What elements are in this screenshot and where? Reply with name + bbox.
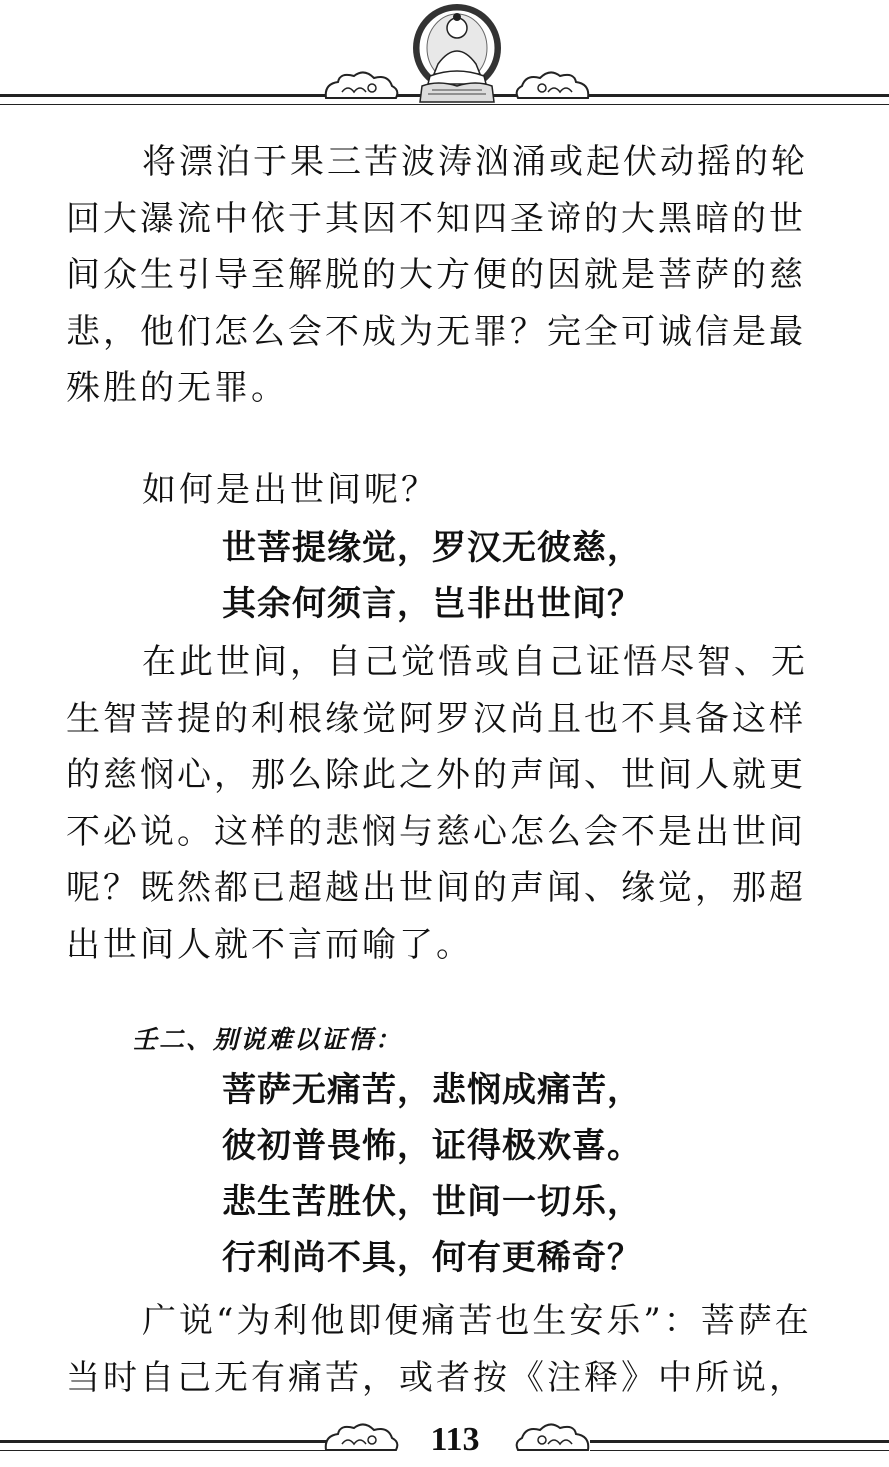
paragraph-4-line-2: 当时自己无有痛苦，或者按《注释》中所说，: [66, 1357, 806, 1398]
paragraph-4: [66, 1293, 850, 1406]
paragraph-1-line-3: 间众生引导至解脱的大方便的因就是菩萨的慈: [66, 255, 806, 295]
paragraph-3-line-6: 出世间人就不言而喻了。: [66, 924, 473, 965]
paragraph-3-line-3: 的慈悯心，那么除此之外的声闻、世间人就更: [66, 755, 806, 795]
verse-1-line-2: 其余何须言，岂非出世间？: [222, 584, 642, 624]
verse-2-line-3: 悲生苦胜伏，世间一切乐，: [222, 1182, 642, 1222]
paragraph-1-line-4: 悲，他们怎么会不成为无罪？完全可诚信是最: [66, 311, 806, 352]
paragraph-3-line-5: 呢？既然都已超越出世间的声闻、缘觉，那超: [66, 868, 806, 908]
auspicious-cloud-icon: [322, 1422, 400, 1456]
paragraph-3-line-4: 不必说。这样的悲悯与慈心怎么会不是出世间: [66, 811, 806, 852]
buddha-figure-icon: [408, 2, 506, 106]
paragraph-3-line-2: 生智菩提的利根缘觉阿罗汉尚且也不具备这样: [66, 698, 806, 739]
footer-rule-right: [590, 1440, 889, 1451]
verse-2: [222, 1062, 642, 1286]
section-heading: 壬二、别说难以证悟：: [132, 1025, 403, 1054]
paragraph-4-line-1: 广说“为利他即便痛苦也生安乐”：菩萨在: [142, 1301, 812, 1341]
footer-rule-left: [0, 1440, 330, 1451]
auspicious-cloud-icon: [322, 70, 400, 104]
auspicious-cloud-icon: [514, 1422, 592, 1456]
paragraph-1-line-1: 将漂泊于果三苦波涛汹涌或起伏动摇的轮: [142, 142, 808, 182]
paragraph-1: [66, 134, 850, 417]
paragraph-3: [66, 634, 850, 973]
verse-2-line-4: 行利尚不具，何有更稀奇？: [222, 1238, 642, 1278]
verse-2-line-2: 彼初普畏怖，证得极欢喜。: [222, 1126, 642, 1166]
verse-1: [222, 520, 642, 632]
verse-1-line-1: 世菩提缘觉，罗汉无彼慈，: [222, 528, 642, 568]
paragraph-1-line-2: 回大瀑流中依于其因不知四圣谛的大黑暗的世: [66, 198, 806, 239]
paragraph-1-line-5: 殊胜的无罪。: [66, 368, 288, 408]
page-number: 113: [430, 1421, 480, 1458]
paragraph-2-text: 如何是出世间呢？: [142, 470, 438, 510]
verse-2-line-1: 菩萨无痛苦，悲悯成痛苦，: [222, 1070, 642, 1110]
auspicious-cloud-icon: [514, 70, 592, 104]
paragraph-2: [66, 462, 850, 519]
paragraph-3-line-1: 在此世间，自己觉悟或自己证悟尽智、无: [142, 642, 808, 682]
